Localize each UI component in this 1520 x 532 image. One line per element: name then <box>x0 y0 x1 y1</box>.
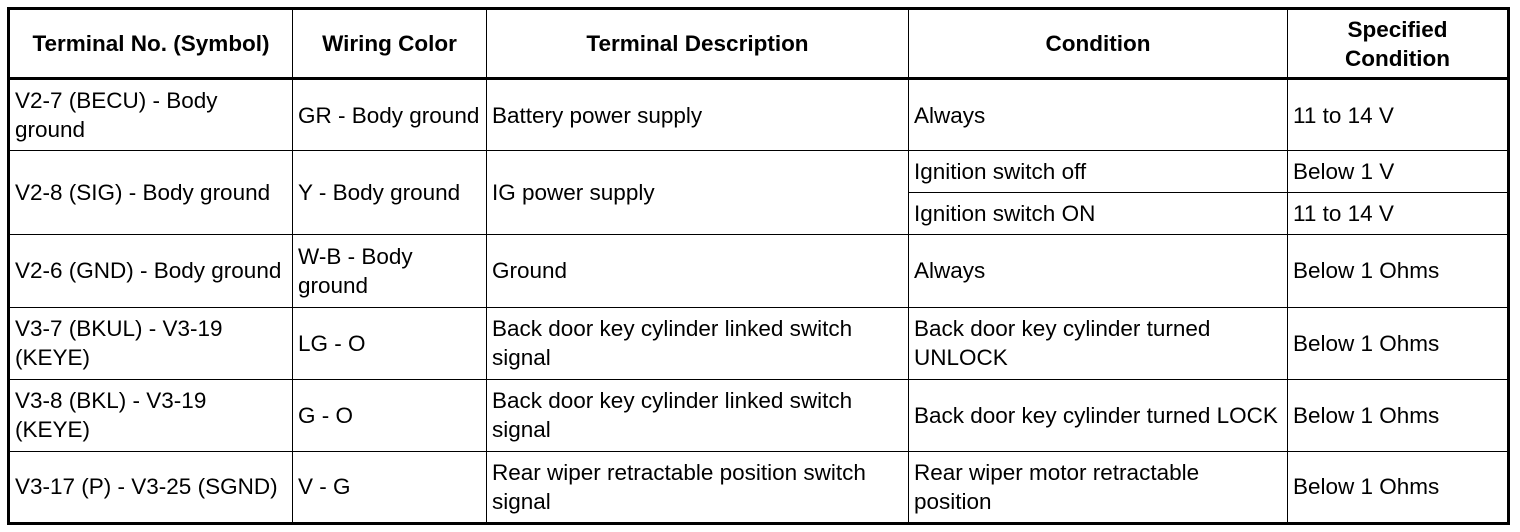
header-terminal: Terminal No. (Symbol) <box>9 9 293 79</box>
table-row <box>9 379 1509 451</box>
condition-cell: Rear wiper motor retractable position <box>909 451 1288 523</box>
wiring-color-cell: GR - Body ground <box>293 79 487 151</box>
header-condition: Condition <box>909 9 1288 79</box>
description-cell: Back door key cylinder linked switch signal <box>487 379 909 451</box>
header-specified-condition: Specified Condition <box>1288 9 1509 79</box>
terminal-cell: V2-8 (SIG) - Body ground <box>9 151 293 235</box>
wiring-color-cell: W-B - Body ground <box>293 235 487 307</box>
description-cell: Battery power supply <box>487 79 909 151</box>
table-row <box>9 151 1509 193</box>
wiring-color-cell: LG - O <box>293 307 487 379</box>
wiring-color-cell: Y - Body ground <box>293 151 487 235</box>
condition-cell: Ignition switch off <box>909 151 1288 193</box>
specified-cell: Below 1 Ohms <box>1288 235 1509 307</box>
terminal-cell: V3-8 (BKL) - V3-19 (KEYE) <box>9 379 293 451</box>
terminal-cell: V2-7 (BECU) - Body ground <box>9 79 293 151</box>
condition-cell: Always <box>909 235 1288 307</box>
terminal-cell: V2-6 (GND) - Body ground <box>9 235 293 307</box>
terminal-cell: V3-7 (BKUL) - V3-19 (KEYE) <box>9 307 293 379</box>
table-row <box>9 79 1509 151</box>
header-terminal-description: Terminal Description <box>487 9 909 79</box>
specified-cell: Below 1 Ohms <box>1288 307 1509 379</box>
table-row <box>9 451 1509 523</box>
specified-cell: 11 to 14 V <box>1288 193 1509 235</box>
wiring-color-cell: G - O <box>293 379 487 451</box>
description-cell: Rear wiper retractable position switch signal <box>487 451 909 523</box>
specified-cell: Below 1 V <box>1288 151 1509 193</box>
specified-cell: 11 to 14 V <box>1288 79 1509 151</box>
terminal-inspection-table <box>7 7 1510 525</box>
condition-cell: Ignition switch ON <box>909 193 1288 235</box>
condition-cell: Back door key cylinder turned UNLOCK <box>909 307 1288 379</box>
table-row <box>9 235 1509 307</box>
condition-cell: Always <box>909 79 1288 151</box>
specified-cell: Below 1 Ohms <box>1288 379 1509 451</box>
description-cell: Back door key cylinder linked switch signal <box>487 307 909 379</box>
header-row <box>9 9 1509 79</box>
wiring-color-cell: V - G <box>293 451 487 523</box>
description-cell: IG power supply <box>487 151 909 235</box>
header-wiring-color: Wiring Color <box>293 9 487 79</box>
terminal-cell: V3-17 (P) - V3-25 (SGND) <box>9 451 293 523</box>
description-cell: Ground <box>487 235 909 307</box>
condition-cell: Back door key cylinder turned LOCK <box>909 379 1288 451</box>
table-row <box>9 307 1509 379</box>
specified-cell: Below 1 Ohms <box>1288 451 1509 523</box>
